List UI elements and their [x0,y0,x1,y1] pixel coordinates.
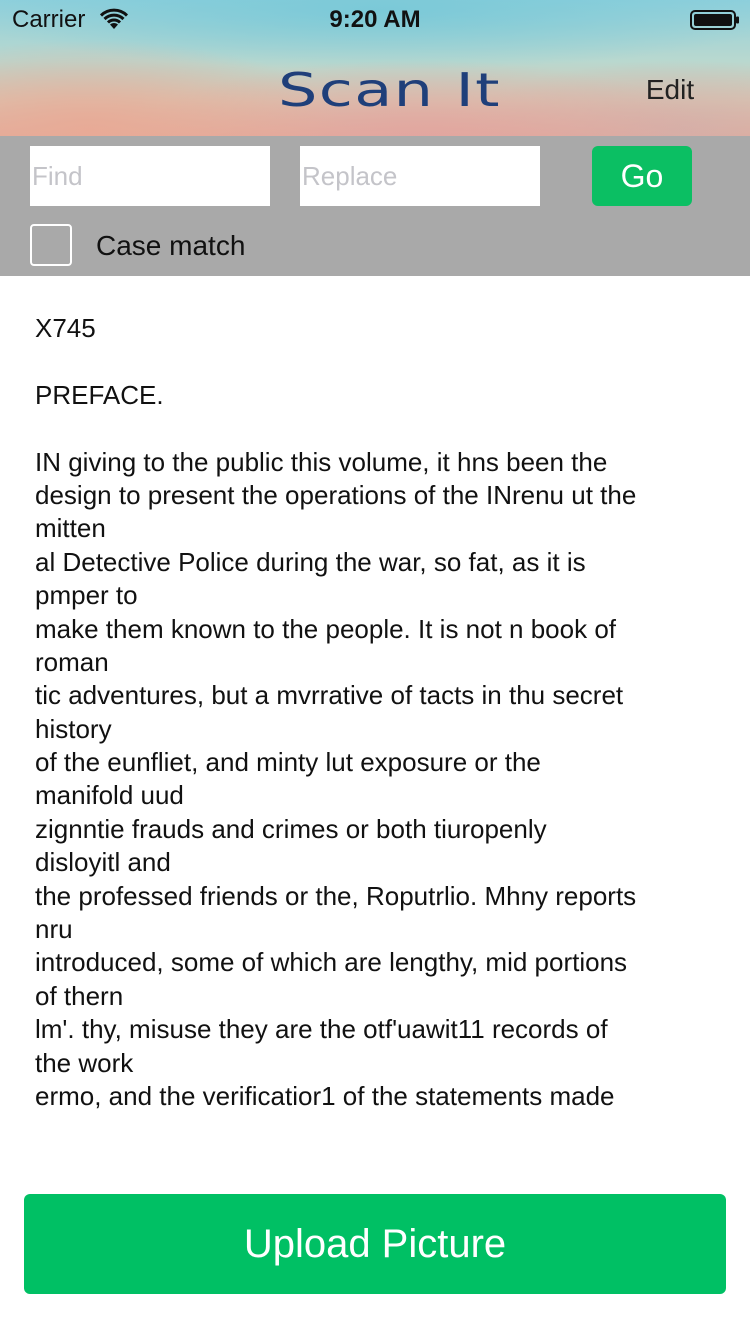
text-line: PREFACE. [35,379,164,410]
text-line: the work [35,1047,134,1078]
case-match-label: Case match [96,230,246,261]
clock: 9:20 AM [329,6,421,33]
text-line: the professed friends or the, Roputrlio. Mhny reports [35,880,637,911]
go-button[interactable]: Go [592,146,692,206]
app-logo: Scan It [278,63,501,117]
text-line: roman [35,646,109,677]
text-line: X745 [35,313,96,343]
text-line: of the eunfliet, and minty lut exposure or the [35,747,541,778]
text-line: introduced, some of which are lengthy, mid portions [35,947,628,978]
text-line: zignntie frauds and crimes or both tiuropenly [35,813,547,844]
edit-button[interactable]: Edit [645,74,695,105]
text-line [35,345,725,378]
text-line [35,412,725,445]
status-bar [0,0,750,40]
text-line: IN giving to the public this volume, it hns been the [35,446,608,477]
scanned-text-view[interactable] [35,312,725,1111]
battery-icon [690,10,740,30]
text-line: ermo, and the verificatior1 of the statements made [35,1080,615,1111]
text-line: history [35,713,112,744]
text-line: tic adventures, but a mvrrative of tacts in thu secret [35,680,624,711]
header [0,0,750,136]
text-line: mitten [35,513,106,544]
text-line: of thern [35,980,124,1011]
replace-input[interactable] [300,146,540,206]
upload-picture-button[interactable]: Upload Picture [24,1194,726,1294]
text-line: make them known to the people. It is not n book of [35,613,617,644]
text-line: manifold uud [35,780,184,811]
find-replace-toolbar [0,136,750,276]
find-input[interactable] [30,146,270,206]
carrier-label: Carrier [12,6,86,33]
text-line: lm'. thy, misuse they are the otf'uawit11 records of [35,1014,608,1045]
case-match-checkbox[interactable] [30,224,72,266]
text-line: design to present the operations of the INrenu ut the [35,479,637,510]
text-line: nru [35,914,73,945]
text-line: disloyitl and [35,847,171,878]
text-line: al Detective Police during the war, so fat, as it is [35,546,586,577]
text-line: pmper to [35,580,138,611]
